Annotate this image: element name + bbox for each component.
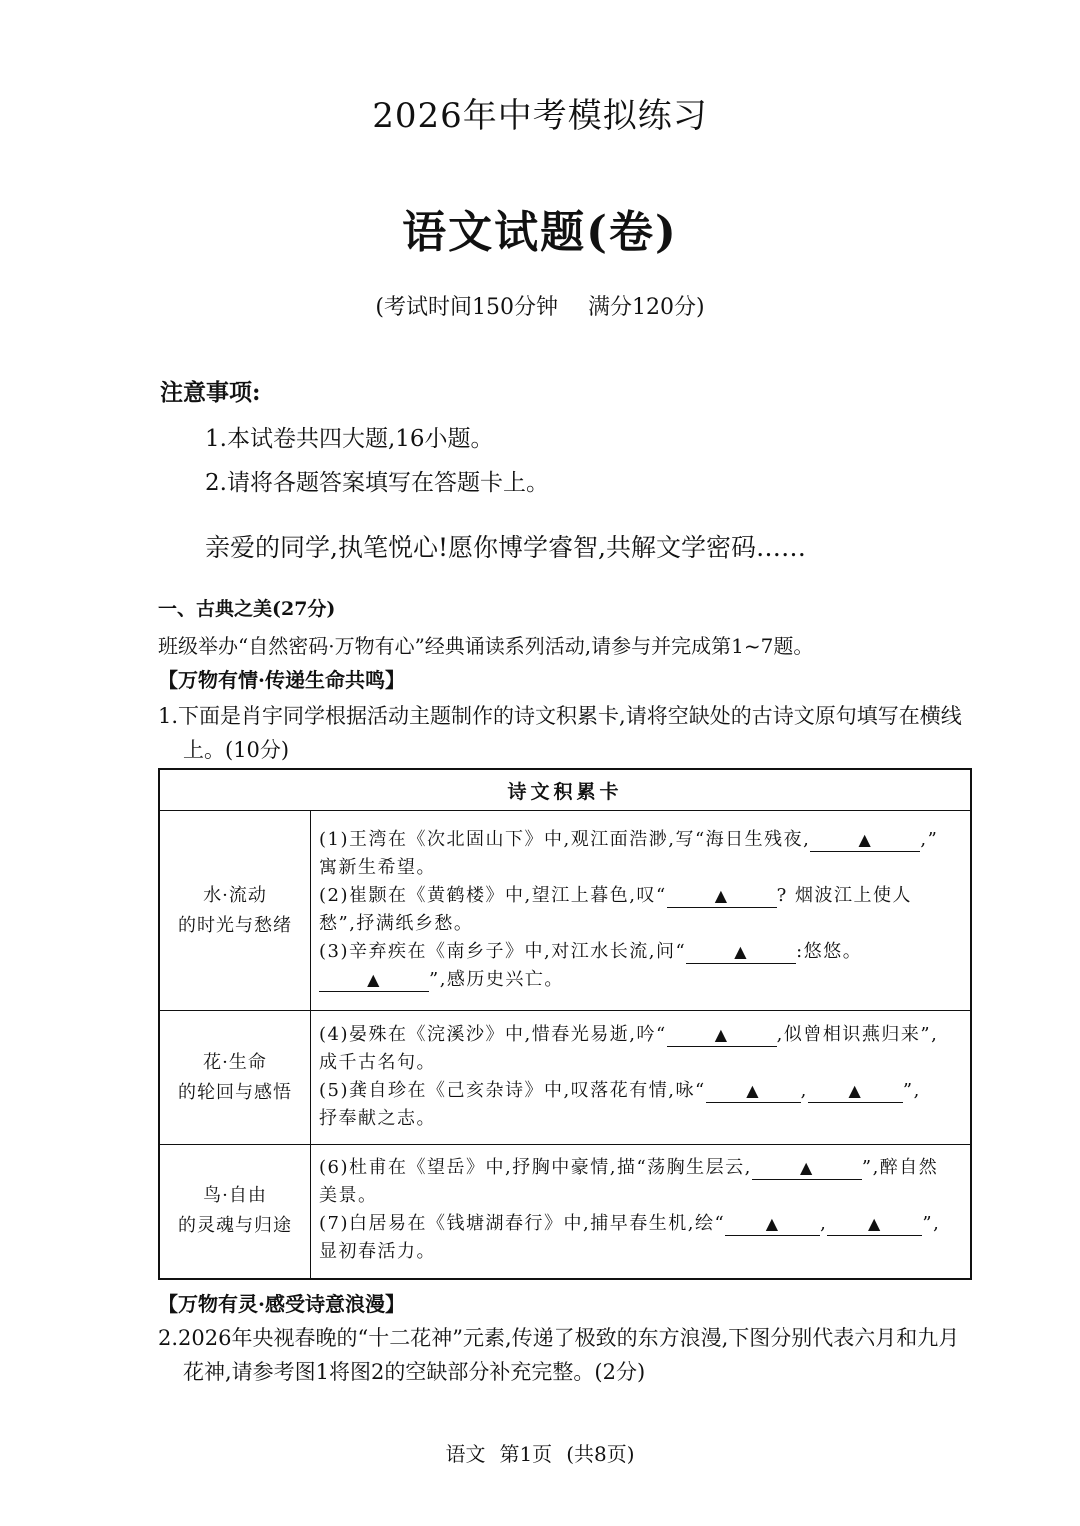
card-line: (5)龚自珍在《己亥杂诗》中,叹落花有情,咏“ ▲ , ▲ ”, (319, 1079, 921, 1101)
card-line: (3)辛弃疾在《南乡子》中,对江水长流,问“ ▲ :悠悠。 (319, 940, 863, 962)
card-content (311, 1011, 972, 1145)
footer-subject: 语文 (445, 1442, 486, 1466)
card-theme (159, 1011, 311, 1145)
answer-blank[interactable]: ▲ (752, 1157, 862, 1180)
answer-blank[interactable]: ▲ (667, 1024, 777, 1047)
paper-title: 语文试题(卷) (402, 207, 678, 258)
card-line: (6)杜甫在《望岳》中,抒胸中豪情,描“荡胸生层云, ▲ ”,醉自然 (319, 1157, 939, 1179)
card-title: 诗文积累卡 (159, 769, 971, 811)
exam-title: 2026年中考模拟练习 (372, 96, 708, 136)
section-intro: 班级举办“自然密码·万物有心”经典诵读系列活动,请参与并完成第1~7题。 (158, 634, 814, 658)
footer-page: 第1页 (499, 1442, 553, 1466)
notice-item: 1.本试卷共四大题,16小题。 (205, 426, 494, 452)
greeting: 亲爱的同学,执笔悦心!愿你博学睿智,共解文学密码…… (205, 533, 806, 562)
theme-line: 的灵魂与归途 (178, 1215, 292, 1237)
answer-blank[interactable]: ▲ (827, 1213, 922, 1236)
part-heading: 【万物有情·传递生命共鸣】 (158, 668, 405, 692)
card-line: 抒奉献之志。 (319, 1107, 436, 1129)
theme-line: 的轮回与感悟 (178, 1081, 292, 1103)
theme-line: 的时光与愁绪 (178, 914, 292, 936)
question-2-cont: 花神,请参考图1将图2的空缺部分补充完整。(2分) (183, 1360, 646, 1384)
theme-line: 鸟·自由 (203, 1185, 267, 1207)
full-score: 满分120分) (588, 295, 705, 320)
card-content (311, 1145, 972, 1279)
card-line: (7)白居易在《钱塘湖春行》中,捕早春生机,绘“ ▲ , ▲ ”, (319, 1213, 941, 1235)
card-row (159, 1011, 971, 1145)
answer-blank[interactable]: ▲ (725, 1213, 820, 1236)
answer-blank[interactable]: ▲ (319, 969, 429, 992)
footer-total: (共8页) (566, 1442, 635, 1466)
card-theme (159, 811, 311, 1011)
card-line: 成千古名句。 (319, 1051, 436, 1073)
answer-blank[interactable]: ▲ (706, 1080, 801, 1103)
card-line: (1)王湾在《次北固山下》中,观江面浩渺,写“海日生残夜, ▲ ,” (319, 828, 939, 850)
card-line: 美景。 (319, 1185, 378, 1207)
card-content (311, 811, 972, 1011)
answer-blank[interactable]: ▲ (667, 885, 777, 908)
question-1-cont: 上。(10分) (183, 738, 290, 762)
poetry-card (158, 768, 972, 1280)
card-line: 寓新生希望。 (319, 856, 436, 878)
theme-line: 水·流动 (203, 884, 267, 906)
card-theme (159, 1145, 311, 1279)
question-2: 2.2026年央视春晚的“十二花神”元素,传递了极致的东方浪漫,下图分别代表六月和九月 (158, 1326, 960, 1350)
card-line: 愁”,抒满纸乡愁。 (319, 912, 474, 934)
part-heading: 【万物有灵·感受诗意浪漫】 (158, 1292, 405, 1316)
answer-blank[interactable]: ▲ (808, 1080, 903, 1103)
card-line: ▲ ”,感历史兴亡。 (319, 966, 962, 994)
card-line: 显初春活力。 (319, 1241, 436, 1263)
notice-item: 2.请将各题答案填写在答题卡上。 (205, 470, 549, 496)
answer-blank[interactable]: ▲ (686, 941, 796, 964)
notice-heading: 注意事项: (160, 379, 261, 406)
theme-line: 花·生命 (203, 1051, 267, 1073)
exam-info (0, 290, 1080, 321)
question-1: 1.下面是肖宇同学根据活动主题制作的诗文积累卡,请将空缺处的古诗文原句填写在横线 (158, 704, 962, 728)
card-line: (2)崔颢在《黄鹤楼》中,望江上暮色,叹“ ▲ ? 烟波江上使人 (319, 884, 913, 906)
card-row (159, 1145, 971, 1279)
card-line: (4)晏殊在《浣溪沙》中,惜春光易逝,吟“ ▲ ,似曾相识燕归来”, (319, 1023, 939, 1045)
page-footer (0, 1438, 1080, 1467)
answer-blank[interactable]: ▲ (810, 829, 920, 852)
card-row (159, 811, 971, 1011)
section-heading: 一、古典之美(27分) (158, 598, 336, 620)
exam-time: (考试时间150分钟 (375, 295, 558, 320)
